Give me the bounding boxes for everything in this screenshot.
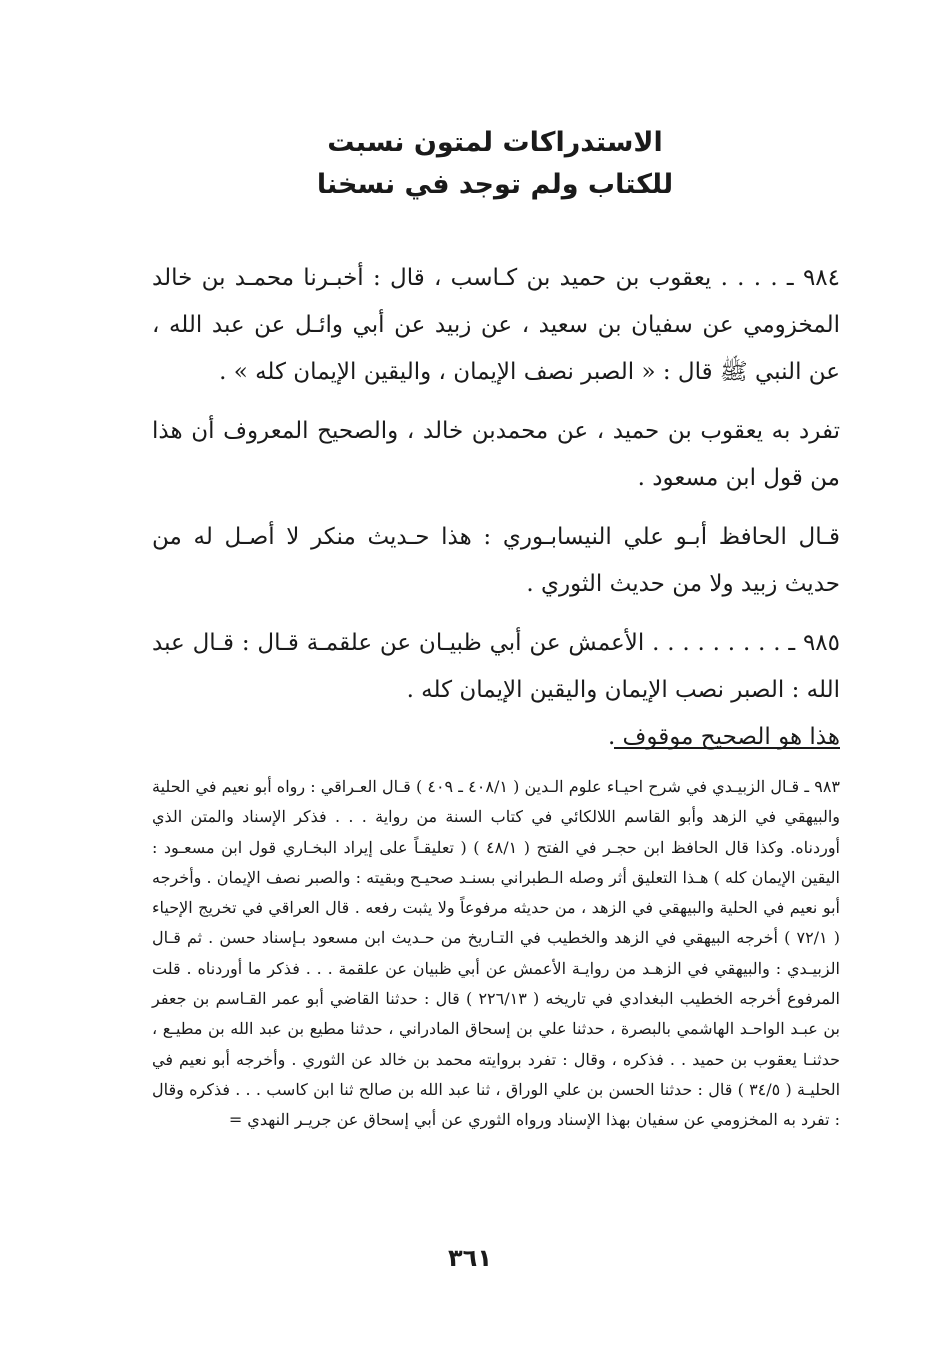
hadith-985: ٩٨٥ ـ . . . . . . . . . الأعمش عن أبي ظبيـان عن علقمـة قـال : قـال عبد الله : الصبر نصب الإيمان واليقين الإيمان كله . xyxy=(152,630,840,703)
page-number: ٣٦١ xyxy=(448,1244,492,1272)
main-text xyxy=(152,255,840,761)
hadith-984: ٩٨٤ ـ . . . . يعقوب بن حميد بن كـاسب ، قال : أخبـرنا محمـد بن خالد المخزومي عن سفيان بن سعيد ، عن زبيد عن أبي وائـل عن عبد الله ، عن النبي ﷺ قال : « الصبر نصف الإيمان ، واليقين الإيمان كله » . xyxy=(152,265,840,385)
commentary-naysaburi: قـال الحافظ أبـو علي النيسابـوري : هذا حـديث منكر لا أصـل له من حديث زبيد ولا من حديث الثوري . xyxy=(152,524,840,597)
footnote-983: ٩٨٣ ـ قـال الزبيـدي في شرح احيـاء علوم الـدين ( ٤٠٨/١ ـ ٤٠٩ ) قـال العـراقي : رواه أبو نعيم في الحلية والبيهقي في الزهد وأبو القاسم اللالكائي في كتاب السنة من رواية . . . فذكر الإسناد والمتن الذي أوردناه. وكذا قال الحافظ ابن حجـر في الفتح ( ٤٨/١ ) ( تعليقـاً على إيراد البخـاري قول ابن مسعـود : اليقين الإيمان كله ) هـذا التعليق أثر وصله الـطبراني بسنـد صحيـح وبقيته : والصبر نصف الإيمان . وأخرجه أبو نعيم في الحلية والبيهقي في الزهد ، من حديثه مرفوعاً ولا يثبت رفعه . قال العراقي في تخريج الإحياء ( ٧٢/١ ) أخرجه البيهقي في الزهد والخطيب في التـاريخ من حـديث ابن مسعود بـإسناد حسن . ثم قـال الزبيـدي : والبيهقي في الزهـد من روايـة الأعمش عن أبي ظبيان عن علقمة . . . فذكر ما أوردناه . قلت المرفوع أخرجه الخطيب البغدادي في تاريخه ( ٢٢٦/١٣ ) قال : حدثنا القاضي أبو عمر القـاسم بن جعفر بن عبـد الواحـد الهاشمي بالبصرة ، حدثنا علي بن إسحاق المادراني ، حدثنا مطيع بن عبد الله بن مطيـع ، حدثنـا يعقوب بن حميد . . فذكره ، وقال : تفرد بروايته محمد بن خالد عن الثوري . وأخرجه أبو نعيم في الحليـة ( ٣٤/٥ ) قال : حدثنا الحسن بن علي الوراق ، ثنا عبد الله بن صالح ثنا ابن كاسب . . . فذكره وقال : تفرد به المخزومي عن سفيان بهذا الإسناد ورواه الثوري عن أبي إسحاق عن جريـر النهدي = xyxy=(152,777,841,1130)
commentary-tafarrud: تفرد به يعقوب بن حميد ، عن محمدبن خالد ، والصحيح المعروف أن هذا من قول ابن مسعود . xyxy=(152,418,840,491)
chapter-title-line-2: للكتاب ولم توجد في نسخنا xyxy=(316,169,674,200)
chapter-title-line-1: الاستدراكات لمتون نسبت xyxy=(327,127,663,158)
chapter-title xyxy=(150,122,840,206)
footnotes xyxy=(152,772,840,1136)
footnote-divider xyxy=(614,747,840,749)
commentary-mawquf: هذا هو الصحيح موقوف . xyxy=(607,724,840,750)
